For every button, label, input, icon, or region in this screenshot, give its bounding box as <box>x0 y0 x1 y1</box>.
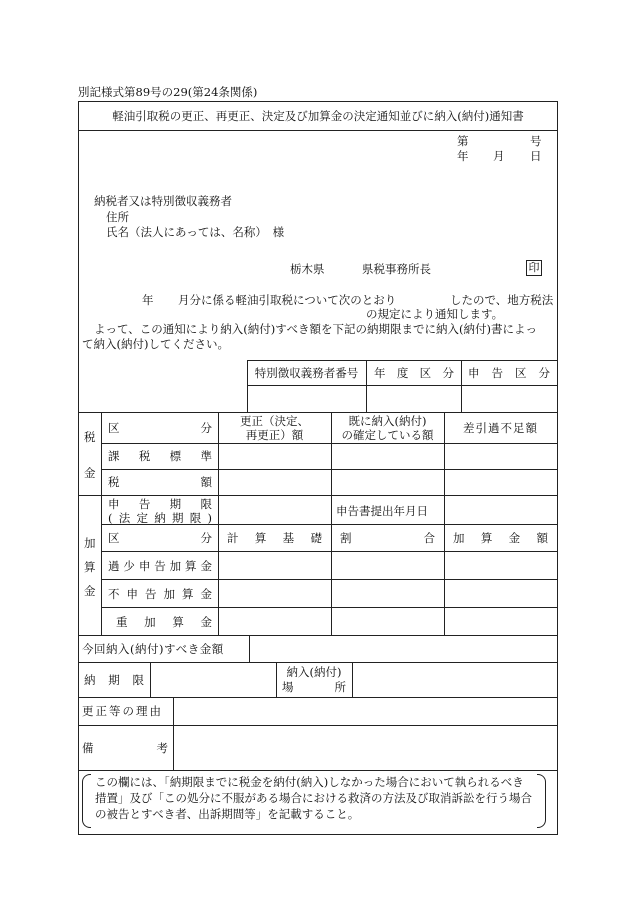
due-date-label: 納 期 限 <box>84 673 144 687</box>
grid-line-469 <box>101 469 558 470</box>
date-year: 年 <box>457 149 469 163</box>
fiscal-year-category-header: 年 度 区 分 <box>374 366 454 380</box>
number-dai: 第 <box>457 134 469 148</box>
date-day: 日 <box>530 149 542 163</box>
payment-place-label-1: 納入(納付) <box>286 665 342 679</box>
surcharge-kubun-header: 区 分 <box>108 531 212 545</box>
grid-line-725 <box>78 725 558 726</box>
filing-category-header: 申 告 区 分 <box>468 366 550 380</box>
surcharge-label-3: 金 <box>84 584 96 598</box>
grid-line-579 <box>101 579 558 580</box>
grid-v-444 <box>444 412 445 635</box>
grid-line-770 <box>78 770 558 771</box>
special-collector-number-header: 特別徴収義務者番号 <box>254 366 359 380</box>
sashihiki-header: 差引過不足額 <box>463 421 538 435</box>
row-kazei-hyojun: 課 税 標 準 <box>108 449 212 463</box>
grid-line-443 <box>101 443 558 444</box>
note-line-2: 措置」及び「この処分に不服がある場合における救済の方法及び取消訴訟を行う場合 <box>95 791 532 805</box>
title-divider <box>78 130 558 131</box>
grid-v-150 <box>150 662 151 697</box>
form-label: 別記様式第89号の29(第24条関係) <box>78 85 258 99</box>
tax-kubun-header: 区 分 <box>108 421 212 435</box>
payment-place-label-2: 場 所 <box>282 680 346 694</box>
deadline-label-1: 申 告 期 限 <box>108 497 212 511</box>
remarks-label: 備 考 <box>82 741 168 755</box>
note-line-3: の被告とすべき者、出訴期間等」を記載すること。 <box>95 807 360 821</box>
grid-line-635 <box>78 635 558 636</box>
row-ju-kasankin: 重 加 算 金 <box>116 615 212 629</box>
seal-mark: 印 <box>526 260 542 276</box>
row-kasho-shinkoku: 過 少 申 告 加 算 金 <box>108 559 212 573</box>
document-title: 軽油引取税の更正、再更正、決定及び加算金の決定通知並びに納入(納付)通知書 <box>112 109 524 123</box>
grid-line-697 <box>78 697 558 698</box>
sude-header-2: の確定している額 <box>341 428 434 442</box>
reason-label: 更正等の理由 <box>82 704 163 718</box>
tax-section-label-2: 金 <box>84 466 96 480</box>
grid-v-352 <box>352 662 353 697</box>
addressee-type: 納税者又は特別徴収義務者 <box>94 194 232 208</box>
surcharge-label-1: 加 <box>84 536 96 550</box>
note-line-1: この欄には、「納期限までに税金を納付(納入)しなかった場合において執られるべき <box>95 775 524 789</box>
grid-line-607 <box>101 607 558 608</box>
note-right-bracket <box>537 774 546 828</box>
date-month: 月 <box>493 149 505 163</box>
addressee-address-label: 住所 <box>106 210 129 224</box>
id-table-div2 <box>461 360 462 412</box>
body-year: 年 <box>142 293 154 307</box>
frame-bottom <box>78 834 558 835</box>
surcharge-amount-header: 加 算 金 額 <box>453 531 548 545</box>
number-go: 号 <box>530 134 542 148</box>
body-notification: の規定により通知します。 <box>366 307 504 321</box>
id-table-mid <box>247 385 558 386</box>
row-fushinkoku: 不 申 告 加 算 金 <box>108 587 212 601</box>
grid-line-495 <box>78 495 558 496</box>
id-table-div1 <box>366 360 367 412</box>
kosei-header-1: 更正（決定、 <box>240 414 309 428</box>
grid-v-331 <box>331 412 332 635</box>
body-month-clause: 月分に係る軽油引取税について次のとおり <box>178 293 397 307</box>
note-left-bracket <box>82 774 91 828</box>
calc-basis-header: 計 算 基 礎 <box>227 531 322 545</box>
body-clause-end: したので、地方税法 <box>450 293 554 307</box>
grid-v-249 <box>249 635 250 662</box>
body-payment-instruction-end: て納入(納付)してください。 <box>82 337 229 351</box>
sude-header-1: 既に納入(納付) <box>348 414 427 428</box>
grid-v-101 <box>101 412 102 635</box>
rate-header: 割 合 <box>340 531 435 545</box>
grid-v-218-c <box>218 495 219 635</box>
surcharge-label-2: 算 <box>84 560 96 574</box>
tax-section-label-1: 税 <box>84 430 96 444</box>
issuer-office: 県税事務所長 <box>362 262 431 276</box>
grid-v-173 <box>173 697 174 770</box>
kosei-header-2: 再更正）額 <box>245 428 304 442</box>
amount-due-label: 今回納入(納付)すべき金額 <box>82 642 224 656</box>
deadline-label-2: ( 法 定 納 期 限 ) <box>108 511 212 525</box>
body-payment-instruction: よって、この通知により納入(納付)すべき額を下記の納期限までに納入(納付)書によっ <box>94 322 537 336</box>
filing-date-label: 申告書提出年月日 <box>336 504 428 518</box>
frame-top <box>78 101 558 102</box>
grid-line-412 <box>78 412 558 413</box>
grid-line-551 <box>101 551 558 552</box>
issuer-prefecture: 栃木県 <box>290 262 325 276</box>
id-table-top <box>247 360 558 361</box>
row-zeigaku: 税 額 <box>108 475 212 489</box>
addressee-name-label: 氏名（法人にあっては、名称） 様 <box>106 225 285 239</box>
grid-v-218-b <box>218 469 219 495</box>
